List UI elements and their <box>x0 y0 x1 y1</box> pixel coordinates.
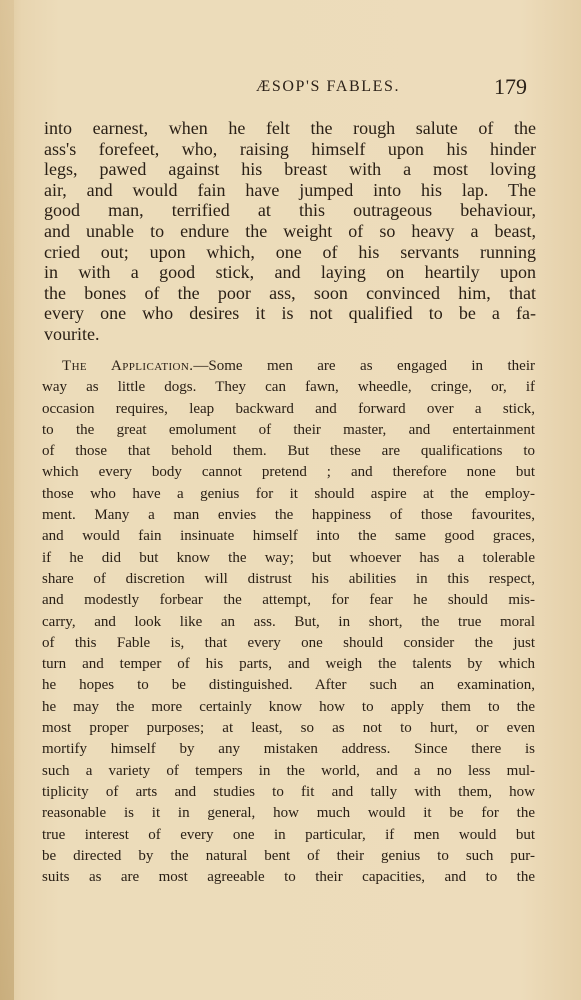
text-line: he hopes to be distinguished. After such an examination, <box>42 677 535 694</box>
text-line: —Some men are as engaged in their <box>193 358 535 374</box>
text-line: most proper purposes; at least, so as not to hurt, or even <box>42 720 535 737</box>
text-line: mortify himself by any mistaken address. Since there is <box>42 741 535 758</box>
text-line: way as little dogs. They can fawn, wheedle, cringe, or, if <box>42 379 535 396</box>
text-line: reasonable is it in general, how much would it be for the <box>42 805 535 822</box>
text-line: and unable to endure the weight of so heavy a beast, <box>44 220 536 241</box>
text-line: of those that behold them. But these are qualifications to <box>42 443 535 460</box>
text-line: in with a good stick, and laying on heartily upon <box>44 262 536 283</box>
application-paragraph <box>42 356 535 888</box>
text-line: cried out; upon which, one of his servants running <box>44 241 536 262</box>
text-line: of this Fable is, that every one should consider the just <box>42 634 535 651</box>
text-line: be directed by the natural bent of their genius to such pur- <box>42 847 535 864</box>
text-line: true interest of every one in particular, if men would but <box>42 826 535 843</box>
text-line: ass's forefeet, who, raising himself upon his hinder <box>44 138 536 159</box>
text-line: and would fain insinuate himself into the same good graces, <box>42 528 535 545</box>
text-line: legs, pawed against his breast with a most loving <box>44 159 536 180</box>
text-line: vourite. <box>44 323 100 344</box>
text-line: those who have a genius for it should aspire at the employ- <box>42 485 535 502</box>
text-line: the bones of the poor ass, soon convinced him, that <box>44 282 536 303</box>
text-line: such a variety of tempers in the world, and a no less mul- <box>42 762 535 779</box>
text-line: share of discretion will distrust his abilities in this respect, <box>42 570 535 587</box>
text-line: tiplicity of arts and studies to fit and tally with them, how <box>42 783 535 800</box>
running-title: ÆSOP'S FABLES. <box>256 78 401 95</box>
text-line: if he did but know the way; but whoever has a tolerable <box>42 549 535 566</box>
text-line: carry, and look like an ass. But, in short, the true moral <box>42 613 535 630</box>
text-line: and modestly forbear the attempt, for fear he should mis- <box>42 592 535 609</box>
text-line: he may the more certainly know how to apply them to the <box>42 698 535 715</box>
application-first-line <box>62 356 535 377</box>
text-line: every one who desires it is not qualified to be a fa- <box>44 303 536 324</box>
application-heading: The Application. <box>62 358 194 374</box>
text-line: occasion requires, leap backward and forward over a stick, <box>42 400 535 417</box>
text-line: which every body cannot pretend ; and therefore none but <box>42 464 535 481</box>
text-line: suits as are most agreeable to their capacities, and to the <box>42 869 535 886</box>
page-number: 179 <box>494 74 527 99</box>
text-line: good man, terrified at this outrageous behaviour, <box>44 200 536 221</box>
fable-paragraph <box>44 118 536 345</box>
page-edge-stain <box>0 0 14 1000</box>
page-header <box>0 74 581 102</box>
text-line: turn and temper of his parts, and weigh the talents by which <box>42 656 535 673</box>
text-line: ment. Many a man envies the happiness of those favourites, <box>42 507 535 524</box>
text-line: into earnest, when he felt the rough salute of the <box>44 118 536 138</box>
text-line: air, and would fain have jumped into his lap. The <box>44 179 536 200</box>
text-line: to the great emolument of their master, and entertainment <box>42 421 535 438</box>
